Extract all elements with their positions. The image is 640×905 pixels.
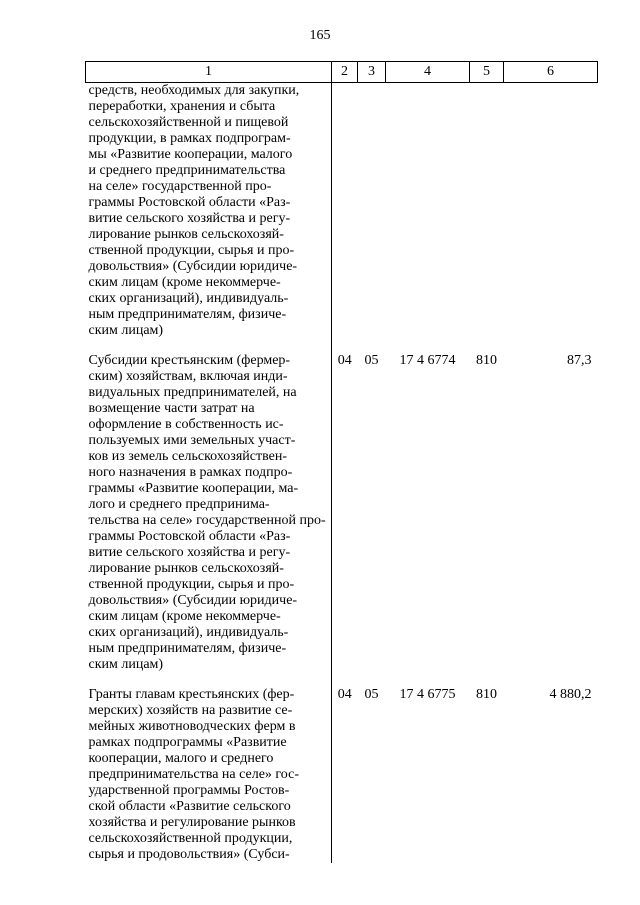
cell-pr <box>358 353 386 673</box>
header-col-6: 6 <box>504 62 598 83</box>
header-col-5: 5 <box>470 62 504 83</box>
cell-sum <box>504 83 598 340</box>
row-name-text: средств, необходимых для закупки, переработки, хранения и сбыта сельскохозяйственной и пищевой продукции, в рамках подпрограм- мы «Развитие кооперации, малого и среднего предпринимательства на селе» государственной про- граммы Ростовской области «Раз- витие сельского хозяйства и регу- лирование рынков сельскохозяй- ственной продукции, сырья и про- довольствия» (Субсидии юридиче- ским лицам (кроме некоммерче- ских организаций), индивидуаль- ным предпринимателям, физиче- ским лицам) <box>88 83 300 338</box>
cell-name <box>86 83 332 340</box>
spacer-cell <box>470 339 504 353</box>
row-pr: 05 <box>364 353 379 368</box>
spacer-cell <box>332 673 358 687</box>
table-body <box>86 83 598 864</box>
header-col-1: 1 <box>86 62 332 83</box>
cell-rz <box>332 353 358 673</box>
row-vr: 810 <box>476 687 497 702</box>
spacer-cell <box>86 339 332 353</box>
cell-vr <box>470 353 504 673</box>
table-row <box>86 353 598 673</box>
cell-pr <box>358 83 386 340</box>
header-col-3: 3 <box>358 62 386 83</box>
cell-sum <box>504 353 598 673</box>
page-number: 165 <box>309 28 331 43</box>
row-csr: 17 4 6775 <box>399 687 456 702</box>
spacer-cell <box>386 339 470 353</box>
cell-vr <box>470 83 504 340</box>
row-pr: 05 <box>364 687 379 702</box>
row-sum: 87,3 <box>567 353 592 368</box>
cell-csr <box>386 83 470 340</box>
budget-table <box>85 61 598 863</box>
spacer-cell <box>504 339 598 353</box>
spacer-cell <box>358 673 386 687</box>
row-csr: 17 4 6774 <box>399 353 456 368</box>
spacer-cell <box>332 339 358 353</box>
spacer-cell <box>386 673 470 687</box>
cell-csr <box>386 353 470 673</box>
row-name-text: Субсидии крестьянским (фермер- ским) хозяйствам, включая инди- видуальных предпринимателей, на возмещение части затрат на оформление в собственность ис- пользуемых ими земельных участ- ков из земель сельскохозяйствен- ного назначения в рамках подпро- граммы «Развитие кооперации, ма- лого и среднего предпринима- тельства на селе» государственной про- граммы Ростовской области «Раз- витие сельского хозяйства и регу- лирование рынков сельскохозяй- ственной продукции, сырья и про- довольствия» (Субсидии юридиче- ским лицам (кроме некоммерче- ских организаций), индивидуаль- ным предпринимателям, физиче- ским лицам) <box>88 353 326 672</box>
cell-csr <box>386 687 470 863</box>
header-col-4: 4 <box>386 62 470 83</box>
row-rz: 04 <box>337 687 352 702</box>
cell-sum <box>504 687 598 863</box>
cell-vr <box>470 687 504 863</box>
spacer-cell <box>358 339 386 353</box>
cell-rz <box>332 83 358 340</box>
row-sum: 4 880,2 <box>549 687 592 702</box>
cell-pr <box>358 687 386 863</box>
row-vr: 810 <box>476 353 497 368</box>
cell-rz <box>332 687 358 863</box>
row-spacer <box>86 339 598 353</box>
table-header <box>86 62 598 83</box>
spacer-cell <box>86 673 332 687</box>
row-spacer <box>86 673 598 687</box>
header-col-2: 2 <box>332 62 358 83</box>
table-row <box>86 687 598 863</box>
table-row <box>86 83 598 340</box>
row-name-text: Гранты главам крестьянских (фер- мерских) хозяйств на развитие се- мейных животноводческих ферм в рамках подпрограммы «Развитие кооперации, малого и среднего предпринимательства на селе» гос- ударственной программы Ростов- ской области «Развитие сельского хозяйства и регулирование рынков сельскохозяйственной продукции, сырья и продовольствия» (Субси- <box>88 687 300 862</box>
cell-name <box>86 353 332 673</box>
cell-name <box>86 687 332 863</box>
row-rz: 04 <box>337 353 352 368</box>
spacer-cell <box>504 673 598 687</box>
spacer-cell <box>470 673 504 687</box>
